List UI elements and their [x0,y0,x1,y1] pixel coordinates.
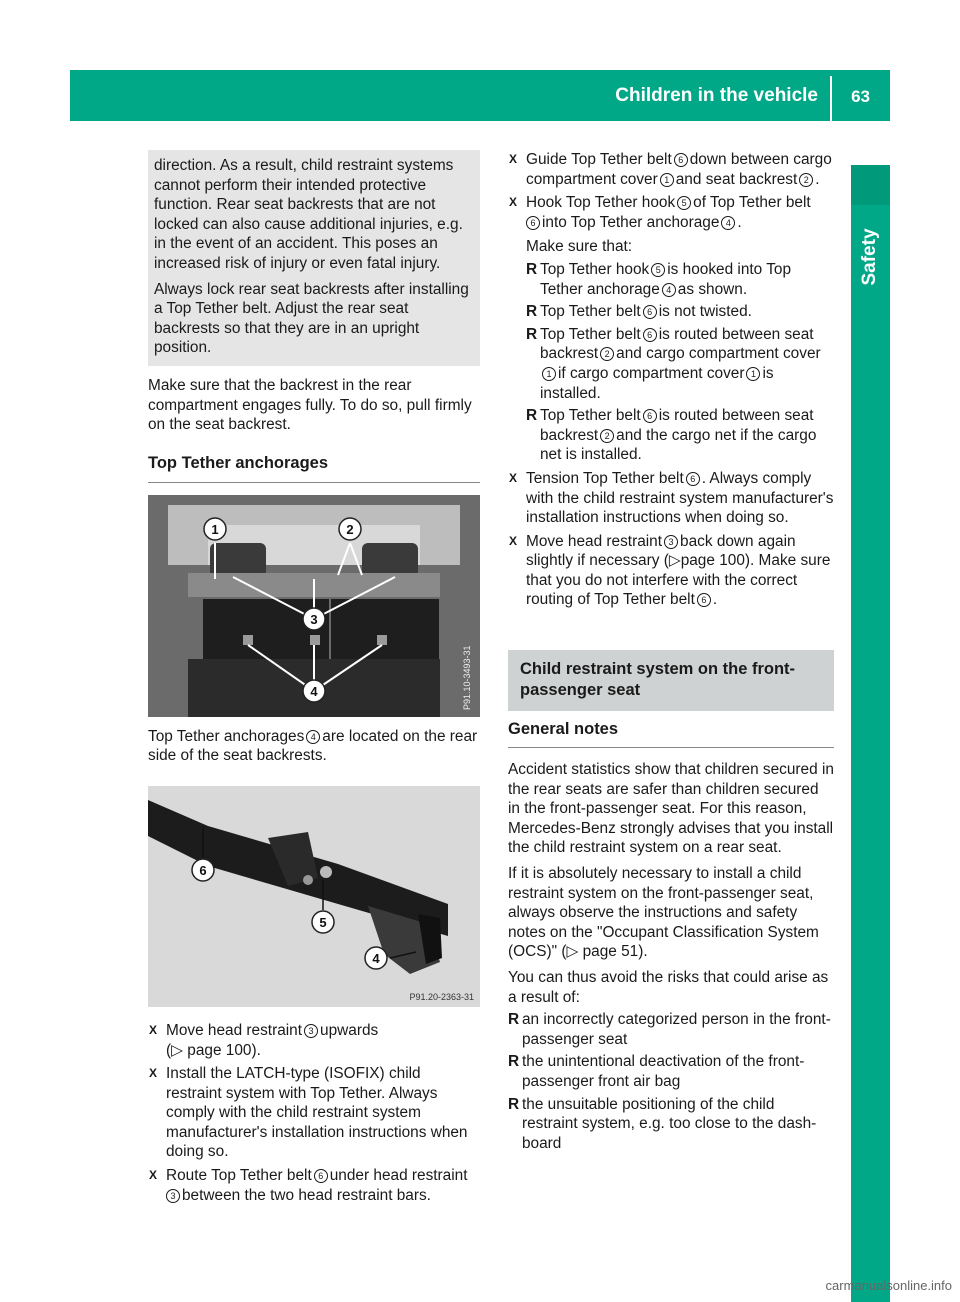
callout-ref-3: 3 [166,1189,180,1203]
step-arrow-icon: X [149,1066,158,1081]
risk-list [508,1010,834,1153]
check-item [526,302,834,322]
text-run: as shown. [677,280,748,298]
text-run: is not twisted. [658,303,752,321]
side-tab-label: Safety [859,228,881,286]
callout-ref-6: 6 [314,1169,328,1183]
text-run: . [815,170,820,188]
notes-paragraph [508,864,834,962]
text-run: are located on the rear side of the seat backrests. [148,727,478,765]
bullet-icon: R [508,1053,520,1071]
text-run: Guide Top Tether belt [526,151,672,168]
step-arrow-icon: X [509,470,518,485]
callout-ref-1: 1 [542,367,556,381]
text-run: Route Top Tether belt [166,1167,312,1185]
callout-4: 4 [372,950,380,966]
step-item [508,150,834,189]
text-run: Top Tether anchorages [148,727,305,745]
callout-ref-6: 6 [686,472,700,486]
tether-hook-illustration [148,786,480,1007]
step-item [148,1064,480,1162]
warning-paragraph: direction. As a result, child restraint systems cannot perform their intended protective function. Rear seat backrests that are not locked can also cause additional injuries, e.g. in the event of an accident. This poses an increased risk of injury or even fatal injury. [154,157,463,272]
text-run: is installed. [540,364,774,402]
callout-ref-5: 5 [677,196,691,210]
bullet-icon: R [508,1095,520,1113]
text-run: is routed between seat backrest [540,407,814,444]
watermark: carmanualsonline.info [825,1278,952,1294]
side-tab-label-wrap [856,217,884,297]
bullet-icon: R [526,303,538,321]
left-steps [148,1021,480,1205]
make-sure-label: Make sure that: [526,238,633,256]
callout-ref-3: 3 [664,535,678,549]
text-run: Move head restraint [166,1021,303,1039]
callout-2: 2 [346,521,354,537]
callout-ref-4: 4 [662,283,676,297]
anchorages-figure [148,495,480,717]
step-arrow-icon: X [149,1022,158,1037]
callout-ref-6: 6 [674,153,688,167]
text-run: Top Tether belt [540,407,641,425]
callout-ref-6: 6 [697,593,711,607]
page-ref-icon: ▷ [171,1041,183,1059]
notes-paragraph: Accident statistics show that children secured in the rear seats are safer than children secured in the front-passenger seat. For this reason, Mercedes-Benz strongly advises that you install the child restraint system on a rear seat. [508,761,834,857]
text-run: if cargo compartment cover [558,364,745,382]
text-run: Top Tether hook [540,260,650,278]
callout-ref-2: 2 [600,347,614,361]
text-run: . [712,591,718,609]
text-run: between the two head restraint bars. [182,1186,431,1204]
bullet-icon: R [526,407,538,425]
text-run: Top Tether belt [540,325,641,343]
side-tab-marker [851,165,890,205]
chapter-title: Children in the vehicle [615,85,818,106]
step-arrow-icon: X [509,195,518,210]
text-run: the unsuitable positioning of the child restraint system, e.g. too close to the dash-board [522,1095,817,1152]
callout-ref-6: 6 [643,409,657,423]
step-item [508,532,834,610]
text-run: upwards [320,1021,379,1039]
text-run: Move head restraint [526,532,663,550]
check-item [526,325,834,403]
step-arrow-icon: X [149,1168,158,1183]
section-heading-top-tether: Top Tether anchorages [148,453,480,483]
callout-1: 1 [211,521,219,537]
subheading-general-notes: General notes [508,719,834,748]
page-ref-link[interactable]: page 51). [582,943,648,961]
header-divider [830,76,832,121]
text-run: Top Tether belt [540,303,641,321]
text-run: Tension Top Tether belt [526,469,684,487]
page-ref-icon: ▷ [566,943,579,961]
callout-ref-3: 3 [304,1024,318,1038]
callout-3: 3 [310,611,318,627]
callout-ref-6: 6 [526,216,540,230]
step-arrow-icon: X [509,152,518,166]
warning-box [148,150,480,366]
text-run: ( [166,1041,172,1059]
risk-item [508,1052,834,1091]
callout-ref-2: 2 [799,173,813,187]
text-run: Install the LATCH-type (ISOFIX) child restraint system with Top Tether. Always comply with the child restraint system manufacturer's installation instructions when doing so. [166,1065,468,1161]
step-item [148,1166,480,1205]
callout-5: 5 [319,914,327,930]
backrest-paragraph: Make sure that the backrest in the rear compartment engages fully. To do so, pull firmly on the seat backrest. [148,376,472,434]
text-run: If it is absolutely necessary to install a child restraint system on the front-passenger seat, always observe the instructions and safety notes on the "Occupant Classification System (OCS)" ( [508,865,819,961]
warning-paragraph: Always lock rear seat backrests after installing a Top Tether belt. Adjust the rear seat backrests so that they are in an upright position. [154,280,469,357]
step-item [148,1021,480,1060]
check-item [526,406,834,465]
section-heading-front-seat: Child restraint system on the front-passenger seat [508,650,834,711]
bullet-icon: R [508,1011,520,1029]
anchorages-paragraph [148,727,480,766]
callout-ref-4: 4 [721,216,735,230]
notes-paragraph: You can thus avoid the risks that could arise as a result of: [508,969,829,1006]
check-list [526,260,834,465]
text-run: down between cargo compartment cover [526,151,832,188]
text-run: and seat backrest [675,170,798,188]
text-run: and cargo compartment cover [616,345,821,363]
text-run: into Top Tether anchorage [542,213,720,231]
step-item [508,469,834,528]
page-ref-link[interactable]: page 100). Make sure that you do not interfere with the correct routing of Top Tether belt [526,552,831,609]
anchorages-illustration [148,495,480,717]
risk-item [508,1010,834,1049]
callout-ref-5: 5 [651,263,665,277]
callout-ref-6: 6 [643,305,657,319]
text-run: and the cargo net if the cargo net is installed. [540,426,817,464]
text-run: Hook Top Tether hook [526,194,676,212]
callout-4: 4 [310,683,318,699]
text-run: of Top Tether belt [693,194,811,212]
page-ref-link[interactable]: page 100). [187,1041,261,1059]
text-run: an incorrectly categorized person in the front-passenger seat [522,1011,831,1048]
bullet-icon: R [526,260,538,278]
step-arrow-icon: X [509,533,518,548]
figure-code: P91.20-2363-31 [409,991,474,1002]
callout-6: 6 [199,862,207,878]
text-run: is hooked into Top Tether anchorage [540,260,792,298]
text-run: . [737,213,742,231]
text-run: back down again slightly if necessary ( [526,532,796,570]
check-item [526,260,834,299]
risk-item [508,1095,834,1154]
bullet-icon: R [526,325,538,343]
callout-ref-4: 4 [306,730,320,744]
text-run: is routed between seat backrest [540,325,814,363]
text-run: . Always comply with the child restraint system manufacturer's installation instructions when doing so. [526,469,834,527]
text-run: under head restraint [329,1167,468,1185]
tether-hook-figure [148,786,480,1007]
header-bar [70,70,890,121]
figure-code: P91.10-3493-31 [462,645,472,710]
callout-ref-2: 2 [600,429,614,443]
section-side-tab [851,165,890,1302]
text-run: the unintentional deactivation of the front-passenger front air bag [522,1053,805,1090]
right-column [508,150,834,1153]
page-ref-icon: ▷ [668,552,681,570]
callout-ref-1: 1 [746,367,760,381]
page-number: 63 [851,87,870,106]
callout-ref-1: 1 [660,173,674,187]
step-item [508,193,834,465]
callout-ref-6: 6 [643,328,657,342]
left-column [148,150,480,1205]
